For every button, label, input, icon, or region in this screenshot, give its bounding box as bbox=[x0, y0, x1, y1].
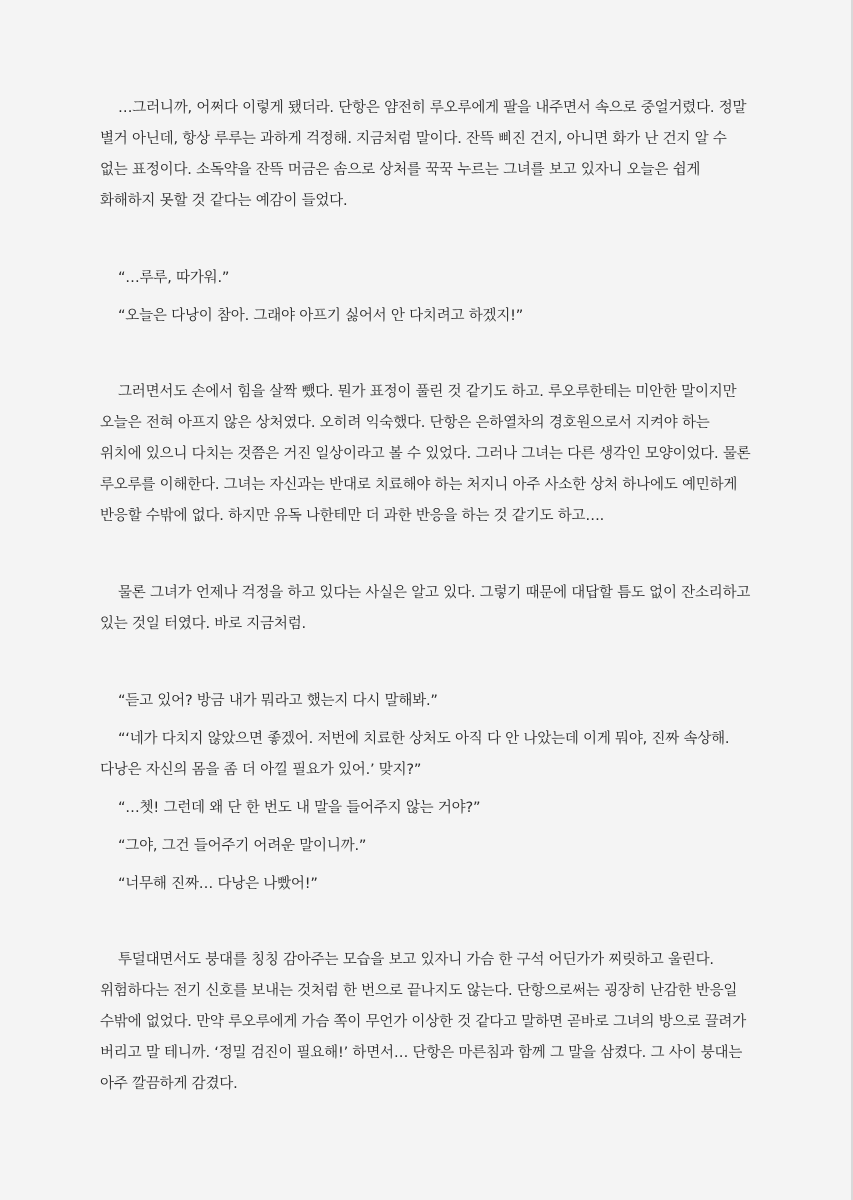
dialogue-line-7: “너무해 진짜… 다낭은 나빴어!” bbox=[118, 876, 318, 892]
dialogue-line-6: “그야, 그건 들어주기 어려운 말이니까.” bbox=[118, 838, 367, 854]
paragraph-gap bbox=[100, 217, 755, 263]
paragraph-1: …그러니까, 어쩌다 이렇게 됐더라. 단항은 얌전히 루오루에게 팔을 내주면서 속으로 중얼거렸다. 정말 별거 아닌데, 항상 루루는 과하게 걱정해. 지금처럼 말이다. 잔뜩 삐진 건지, 아니면 화가 난 건지 알 수 없는 표정이다. 소독약을 잔뜩 머금은 솜으로 상처를 꾹꾹 누르는 그녀를 보고 있자니 오늘은 쉽게 화해하지 못할 것 같다는 예감이 들었다. bbox=[100, 100, 747, 209]
dialogue-line-4: “‘네가 다치지 않았으면 좋겠어. 저번에 치료한 상처도 아직 다 안 나았는데 이게 뭐야, 진짜 속상해. 다낭은 자신의 몸을 좀 더 아낄 필요가 있어.’ 맞지?” bbox=[100, 731, 730, 778]
paragraph-gap bbox=[100, 339, 755, 377]
paragraph-3: 물론 그녀가 언제나 걱정을 하고 있다는 사실은 알고 있다. 그렇기 때문에 대답할 틈도 없이 잔소리하고 있는 것일 터였다. 바로 지금처럼. bbox=[100, 585, 751, 632]
dialogue-line-1: “…루루, 따가워.” bbox=[118, 270, 230, 286]
paragraph-4: 투덜대면서도 붕대를 칭칭 감아주는 모습을 보고 있자니 가슴 한 구석 어딘가가 찌릿하고 울린다. 위험하다는 전기 신호를 보내는 것처럼 한 번으로 끝나지도 않는다. 단항으로써는 굉장히 난감한 반응일 수밖에 없었다. 만약 루오루에게 가슴 쪽이 무언가 이상한 것 같다고 말하면 곧바로 그녀의 방으로 끌려가 버리고 말 테니까. ‘정밀 검진이 필요해!’ 하면서… 단항은 마른침과 함께 그 말을 삼켰다. 그 사이 붕대는 아주 깔끔하게 감겼다. bbox=[100, 952, 747, 1092]
dialogue-line-5: “…쳇! 그런데 왜 단 한 번도 내 말을 들어주지 않는 거야?” bbox=[118, 800, 481, 816]
paragraph-gap bbox=[100, 532, 755, 578]
document-body bbox=[100, 93, 755, 1100]
paragraph-2: 그러면서도 손에서 힘을 살짝 뺐다. 뭔가 표정이 풀린 것 같기도 하고. 루오루한테는 미안한 말이지만 오늘은 전혀 아프지 않은 상처였다. 오히려 익숙했다. 단항은 은하열차의 경호원으로서 지켜야 하는 위치에 있으니 다치는 것쯤은 거진 일상이라고 볼 수 있었다. 그러나 그녀는 다른 생각인 모양이었다. 물론 루오루를 이해한다. 그녀는 자신과는 반대로 치료해야 하는 처지니 아주 사소한 상처 하나에도 예민하게 반응할 수밖에 없다. 하지만 유독 나한테만 더 과한 반응을 하는 것 같기도 하고…. bbox=[100, 384, 751, 524]
dialogue-line-3: “듣고 있어? 방금 내가 뭐라고 했는지 다시 말해봐.” bbox=[118, 693, 438, 709]
dialogue-line-2: “오늘은 다낭이 참아. 그래야 아프기 싫어서 안 다치려고 하겠지!” bbox=[118, 308, 524, 324]
paragraph-gap bbox=[100, 907, 755, 945]
paragraph-gap bbox=[100, 640, 755, 686]
